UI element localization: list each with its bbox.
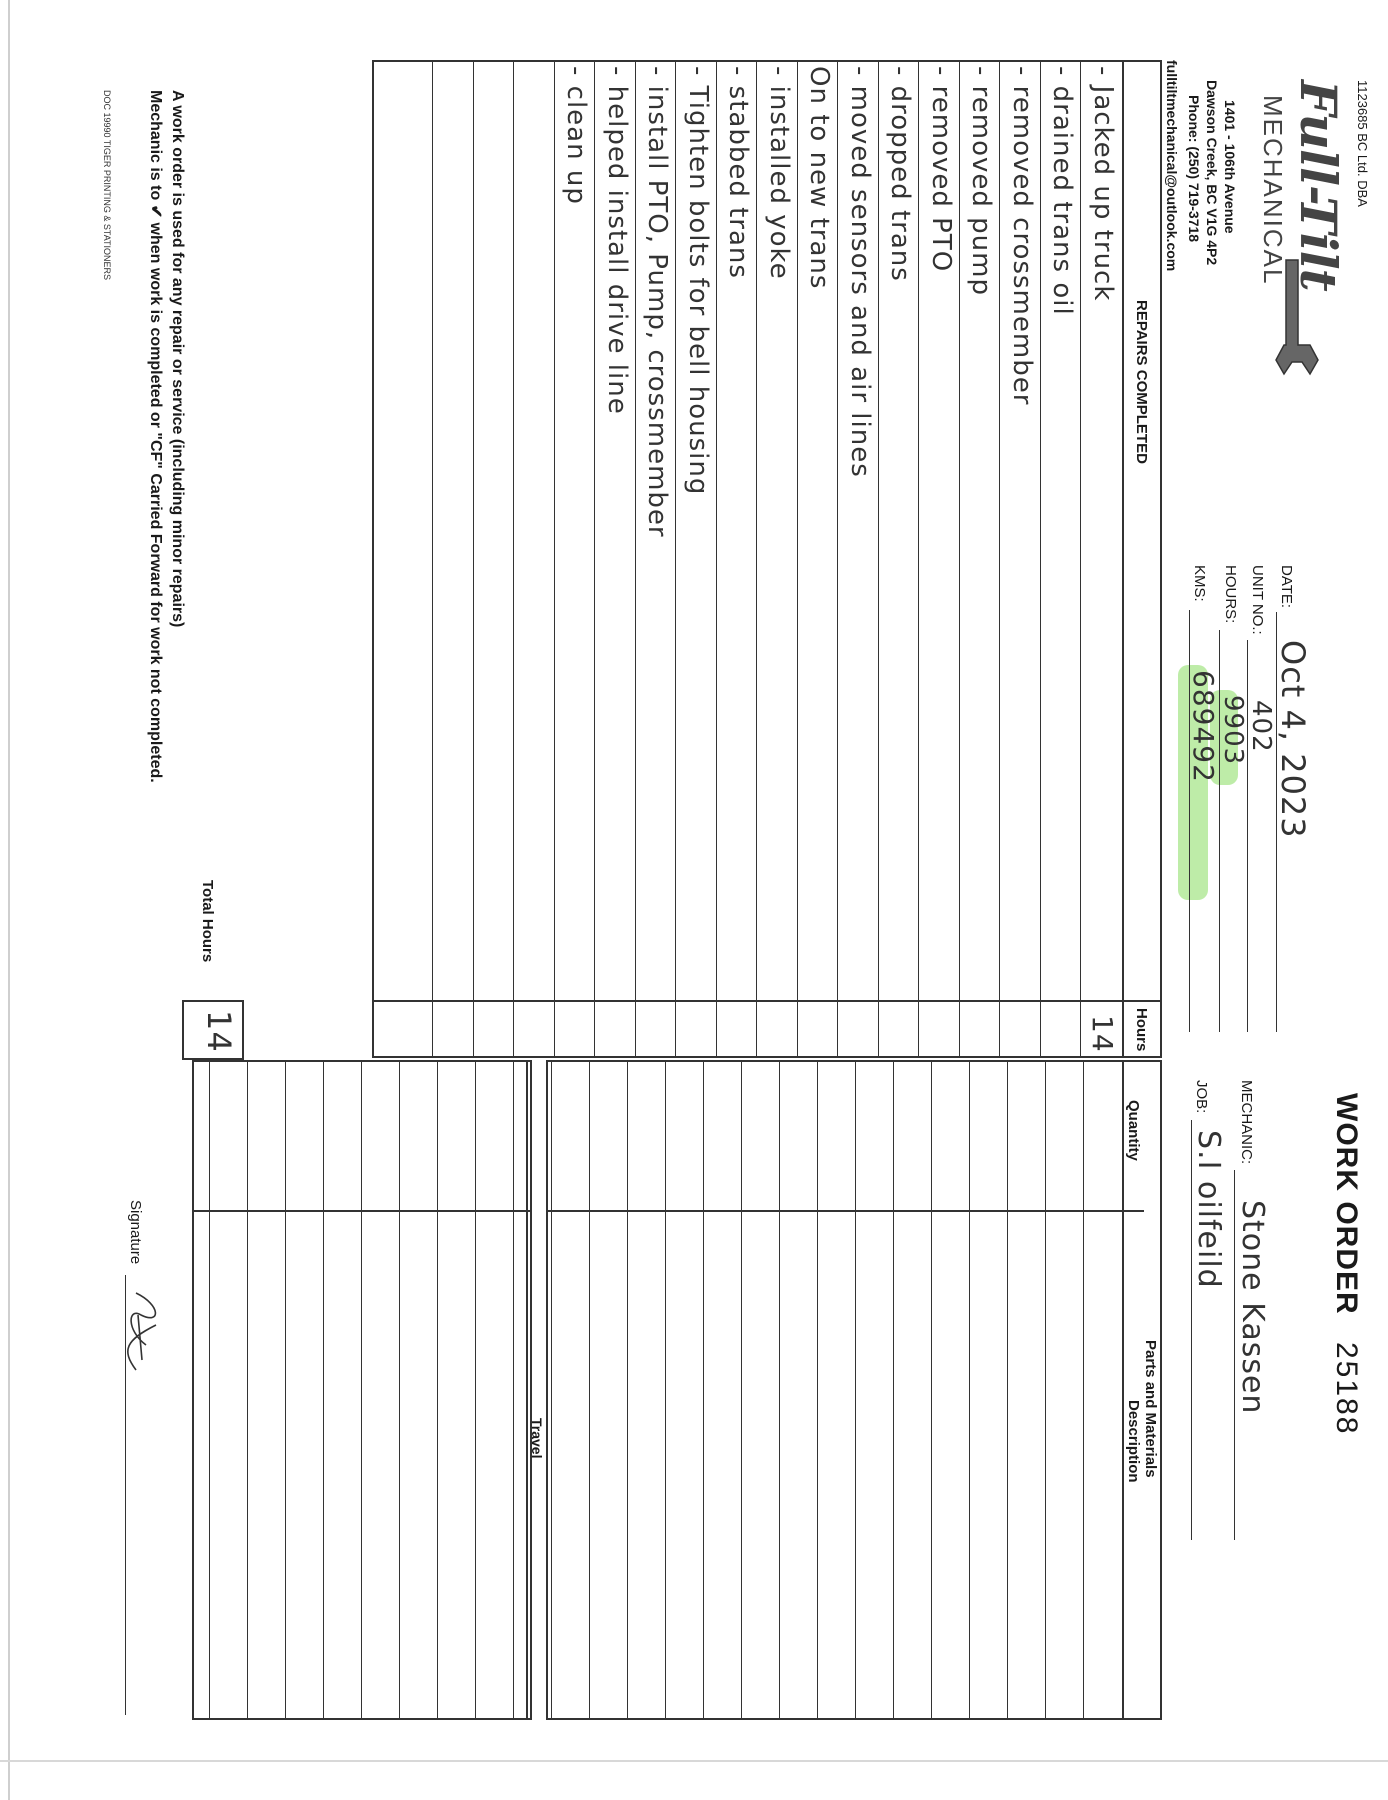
- parts-row-line: [399, 1060, 400, 1720]
- parts-row-line: [209, 1060, 210, 1720]
- scan-edge-line: [0, 1760, 1388, 1762]
- parts-row-line: [931, 1060, 932, 1720]
- travel-band: [530, 1060, 548, 1720]
- description-header: Description: [1125, 1400, 1142, 1483]
- parts-row-line: [1007, 1060, 1008, 1720]
- phone: Phone: (250) 719-3718: [1186, 95, 1202, 243]
- repairs-row-line: [716, 60, 717, 1058]
- parts-row-line: [969, 1060, 970, 1720]
- logo-script: Full-Tilt: [1289, 80, 1348, 291]
- mechanic-value: Stone Kassen: [1235, 1200, 1270, 1415]
- date-value: Oct 4, 2023: [1274, 640, 1312, 839]
- footer-note-1: A work order is used for any repair or service (including minor repairs): [169, 90, 186, 628]
- repairs-row-line: [514, 60, 515, 1058]
- signature-label: Signature: [127, 1200, 144, 1265]
- repair-item: - clean up: [561, 66, 592, 205]
- scan-edge-line: [8, 0, 10, 1800]
- repair-item: - Jacked up truck: [1088, 66, 1118, 302]
- repair-item: - removed pump: [966, 66, 997, 296]
- repairs-row-line: [595, 60, 596, 1058]
- footer-note-2: Mechanic is to ✔ when work is completed or "CF" Carried Forward for work not completed.: [147, 90, 164, 783]
- parts-row-line: [247, 1060, 248, 1720]
- wrench-icon: [1248, 250, 1358, 380]
- repair-row-hours: 14: [1086, 1015, 1119, 1053]
- parts-row-line: [817, 1060, 818, 1720]
- travel-label: Travel: [529, 1418, 545, 1459]
- quantity-col-divider: [192, 1210, 1144, 1212]
- repair-item: On to new trans: [804, 66, 835, 290]
- repair-item: - helped install drive line: [602, 66, 632, 415]
- parts-row-line: [285, 1060, 286, 1720]
- mechanic-label: MECHANIC:: [1238, 1080, 1255, 1165]
- unit-label: UNIT NO.:: [1249, 565, 1266, 635]
- parts-row-line: [551, 1060, 552, 1720]
- repairs-row-line: [1000, 60, 1001, 1058]
- repairs-row-line: [1040, 60, 1041, 1058]
- parts-row-line: [703, 1060, 704, 1720]
- repairs-header-line: [1122, 60, 1124, 1058]
- repair-item: - install PTO, Pump, crossmember: [642, 66, 673, 538]
- repairs-header: REPAIRS COMPLETED: [1133, 300, 1150, 464]
- parts-row-line: [589, 1060, 590, 1720]
- hours-label: HOURS:: [1222, 565, 1239, 624]
- parts-header-line: [1122, 1060, 1124, 1720]
- repair-item: - stabbed trans: [723, 66, 754, 279]
- kms-value: 689492: [1187, 670, 1220, 783]
- parts-row-line: [323, 1060, 324, 1720]
- parts-row-line: [361, 1060, 362, 1720]
- company-registration: 1123685 BC Ltd. DBA: [1355, 80, 1370, 207]
- parts-row-line: [893, 1060, 894, 1720]
- repairs-row-line: [554, 60, 555, 1058]
- job-label: JOB:: [1193, 1080, 1210, 1114]
- parts-row-line: [475, 1060, 476, 1720]
- total-hours-value: 14: [200, 1010, 238, 1053]
- repairs-row-line: [676, 60, 677, 1058]
- repairs-row-line: [635, 60, 636, 1058]
- repair-item: - dropped trans: [885, 66, 916, 282]
- parts-row-line: [437, 1060, 438, 1720]
- repairs-row-line: [878, 60, 879, 1058]
- date-label: DATE:: [1278, 565, 1295, 609]
- repair-item: - Tighten bolts for bell housing: [683, 66, 713, 496]
- hours-col-divider: [372, 1000, 1162, 1002]
- hours-value: 9903: [1218, 695, 1248, 766]
- total-hours-label: Total Hours: [199, 880, 216, 963]
- repair-item: - removed crossmember: [1007, 66, 1037, 406]
- address-line-2: Dawson Creek, BC V1G 4P2: [1204, 80, 1220, 266]
- unit-value: 402: [1246, 700, 1276, 753]
- repairs-row-line: [433, 60, 434, 1058]
- parts-row-line: [513, 1060, 514, 1720]
- kms-label: KMS:: [1191, 565, 1208, 602]
- job-value: S.I oilfeild: [1191, 1130, 1226, 1289]
- quantity-header: Quantity: [1125, 1100, 1142, 1161]
- repairs-row-line: [1081, 60, 1082, 1058]
- repairs-row-line: [838, 60, 839, 1058]
- parts-row-line: [779, 1060, 780, 1720]
- repairs-row-line: [757, 60, 758, 1058]
- repair-item: - installed yoke: [764, 66, 794, 280]
- email: fulltiltmechanical@outlook.com: [1164, 60, 1180, 272]
- work-order-number: 25188: [1330, 1342, 1363, 1436]
- parts-row-line: [1045, 1060, 1046, 1720]
- repair-item: - moved sensors and air lines: [845, 66, 875, 478]
- parts-row-line: [627, 1060, 628, 1720]
- parts-table: [192, 1060, 1162, 1720]
- repairs-row-line: [959, 60, 960, 1058]
- address-line-1: 1401 - 106th Avenue: [1222, 100, 1238, 234]
- repair-item: - drained trans oil: [1047, 66, 1078, 316]
- parts-row-line: [855, 1060, 856, 1720]
- work-order-title: WORK ORDER: [1330, 1093, 1363, 1315]
- parts-row-line: [665, 1060, 666, 1720]
- hours-header: Hours: [1133, 1008, 1150, 1052]
- logo-subtitle: MECHANICAL: [1258, 95, 1288, 286]
- repair-item: - removed PTO: [926, 66, 956, 273]
- parts-row-line: [1083, 1060, 1084, 1720]
- repairs-row-line: [473, 60, 474, 1058]
- repairs-row-line: [919, 60, 920, 1058]
- signature-mark: [116, 1285, 166, 1375]
- parts-header: Parts and Materials: [1142, 1340, 1159, 1478]
- repairs-row-line: [797, 60, 798, 1058]
- travel-divider: [526, 1060, 528, 1720]
- parts-row-line: [741, 1060, 742, 1720]
- printer-credit: DOC 19990 TIGER PRINTING & STATIONERS: [102, 90, 112, 281]
